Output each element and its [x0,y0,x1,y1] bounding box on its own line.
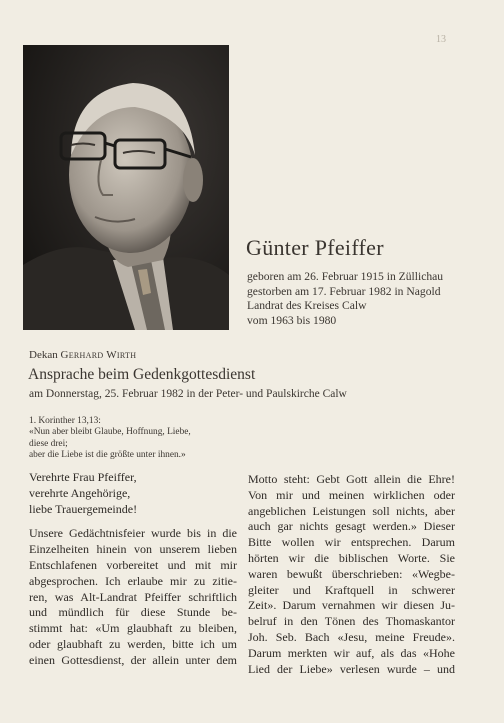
bible-verse [29,416,191,461]
bio-line-born: geboren am 26. Februar 1915 in Züllichau [247,270,444,283]
person-name: Günter Pfeiffer [246,235,384,260]
author-name: Gerhard Wirth [60,349,137,361]
text-line: Von mir und meinen wirklichen oder [248,487,455,502]
bio-line-died: gestorben am 17. Februar 1982 in Nagold [247,284,441,298]
text-line: Motto steht: Gebt Gott allein die Ehre! [248,472,455,486]
text-line: Bitte wollen wir entsprechen. Darum [248,535,455,550]
portrait-photo [23,45,229,330]
text-line: auch gar nichts gesagt werden.» Dieser [248,519,455,534]
text-line: hörten wir die biblischen Worte. Sie [248,550,455,565]
greeting-line: Verehrte Frau Pfeiffer, [29,470,137,484]
text-line: abgesprochen. Ich erlaube mir zu zitie- [29,573,237,588]
text-line: Unsere Gedächtnisfeier wurde bis in die [29,526,237,541]
text-line: belruf in den Tönen des Thomaskantor [248,614,455,629]
text-line: gleiter und Kraftquell in schwerer [248,582,455,597]
page-number: 13 [436,34,446,45]
verse-line: aber die Liebe ist die größte unter ihnen.» [29,449,186,460]
verse-reference: 1. Korinther 13,13: [29,416,101,426]
text-line: und mündlich für diese Stunde be- [29,605,237,620]
article-headline: Ansprache beim Gedenkgottesdienst [28,366,256,383]
bio-line-term: vom 1963 bis 1980 [247,313,337,327]
biography-block [247,270,443,328]
author-line [29,349,136,361]
text-line: Zeit». Darum vernahmen wir diesen Ju- [248,598,455,613]
greeting-line: verehrte Angehörige, [29,485,131,500]
text-line: stimmt hat: «Um glaubhaft zu bleiben, [29,621,237,636]
left-column [29,470,237,669]
text-line: angeblichen Leistungen soll nichts, aber [248,503,455,518]
text-line: ren, was Alt-Landrat Pfeiffer schriftlich [29,589,237,604]
text-line: Lied der Liebe» verlesen wurde – und [248,661,455,676]
text-line: Entschlafenen vorbereitet und mit mir [29,557,237,572]
text-line: Darum merkten wir auf, als das «Hohe [248,645,455,660]
verse-line: diese drei; [29,438,68,449]
bio-line-office: Landrat des Kreises Calw [247,299,367,312]
occasion-line: am Donnerstag, 25. Februar 1982 in der Peter- und Paulskirche Calw [29,388,347,400]
text-line: Joh. Seb. Bach «Jesu, meine Freude». [248,629,455,644]
text-line: Einzelheiten hinein von unserem lieben [29,542,237,557]
text-line: oder glaubhaft zu werden, bitte ich um [29,636,237,651]
text-line: waren bewußt überschrieben: «Wegbe- [248,566,455,581]
verse-line: «Nun aber bleibt Glaube, Hoffnung, Liebe, [29,427,191,438]
text-line: einen Gottesdienst, der allein unter dem [29,652,237,667]
greeting-line: liebe Trauergemeinde! [29,501,138,516]
right-column [248,472,455,677]
author-title: Dekan [29,349,58,361]
